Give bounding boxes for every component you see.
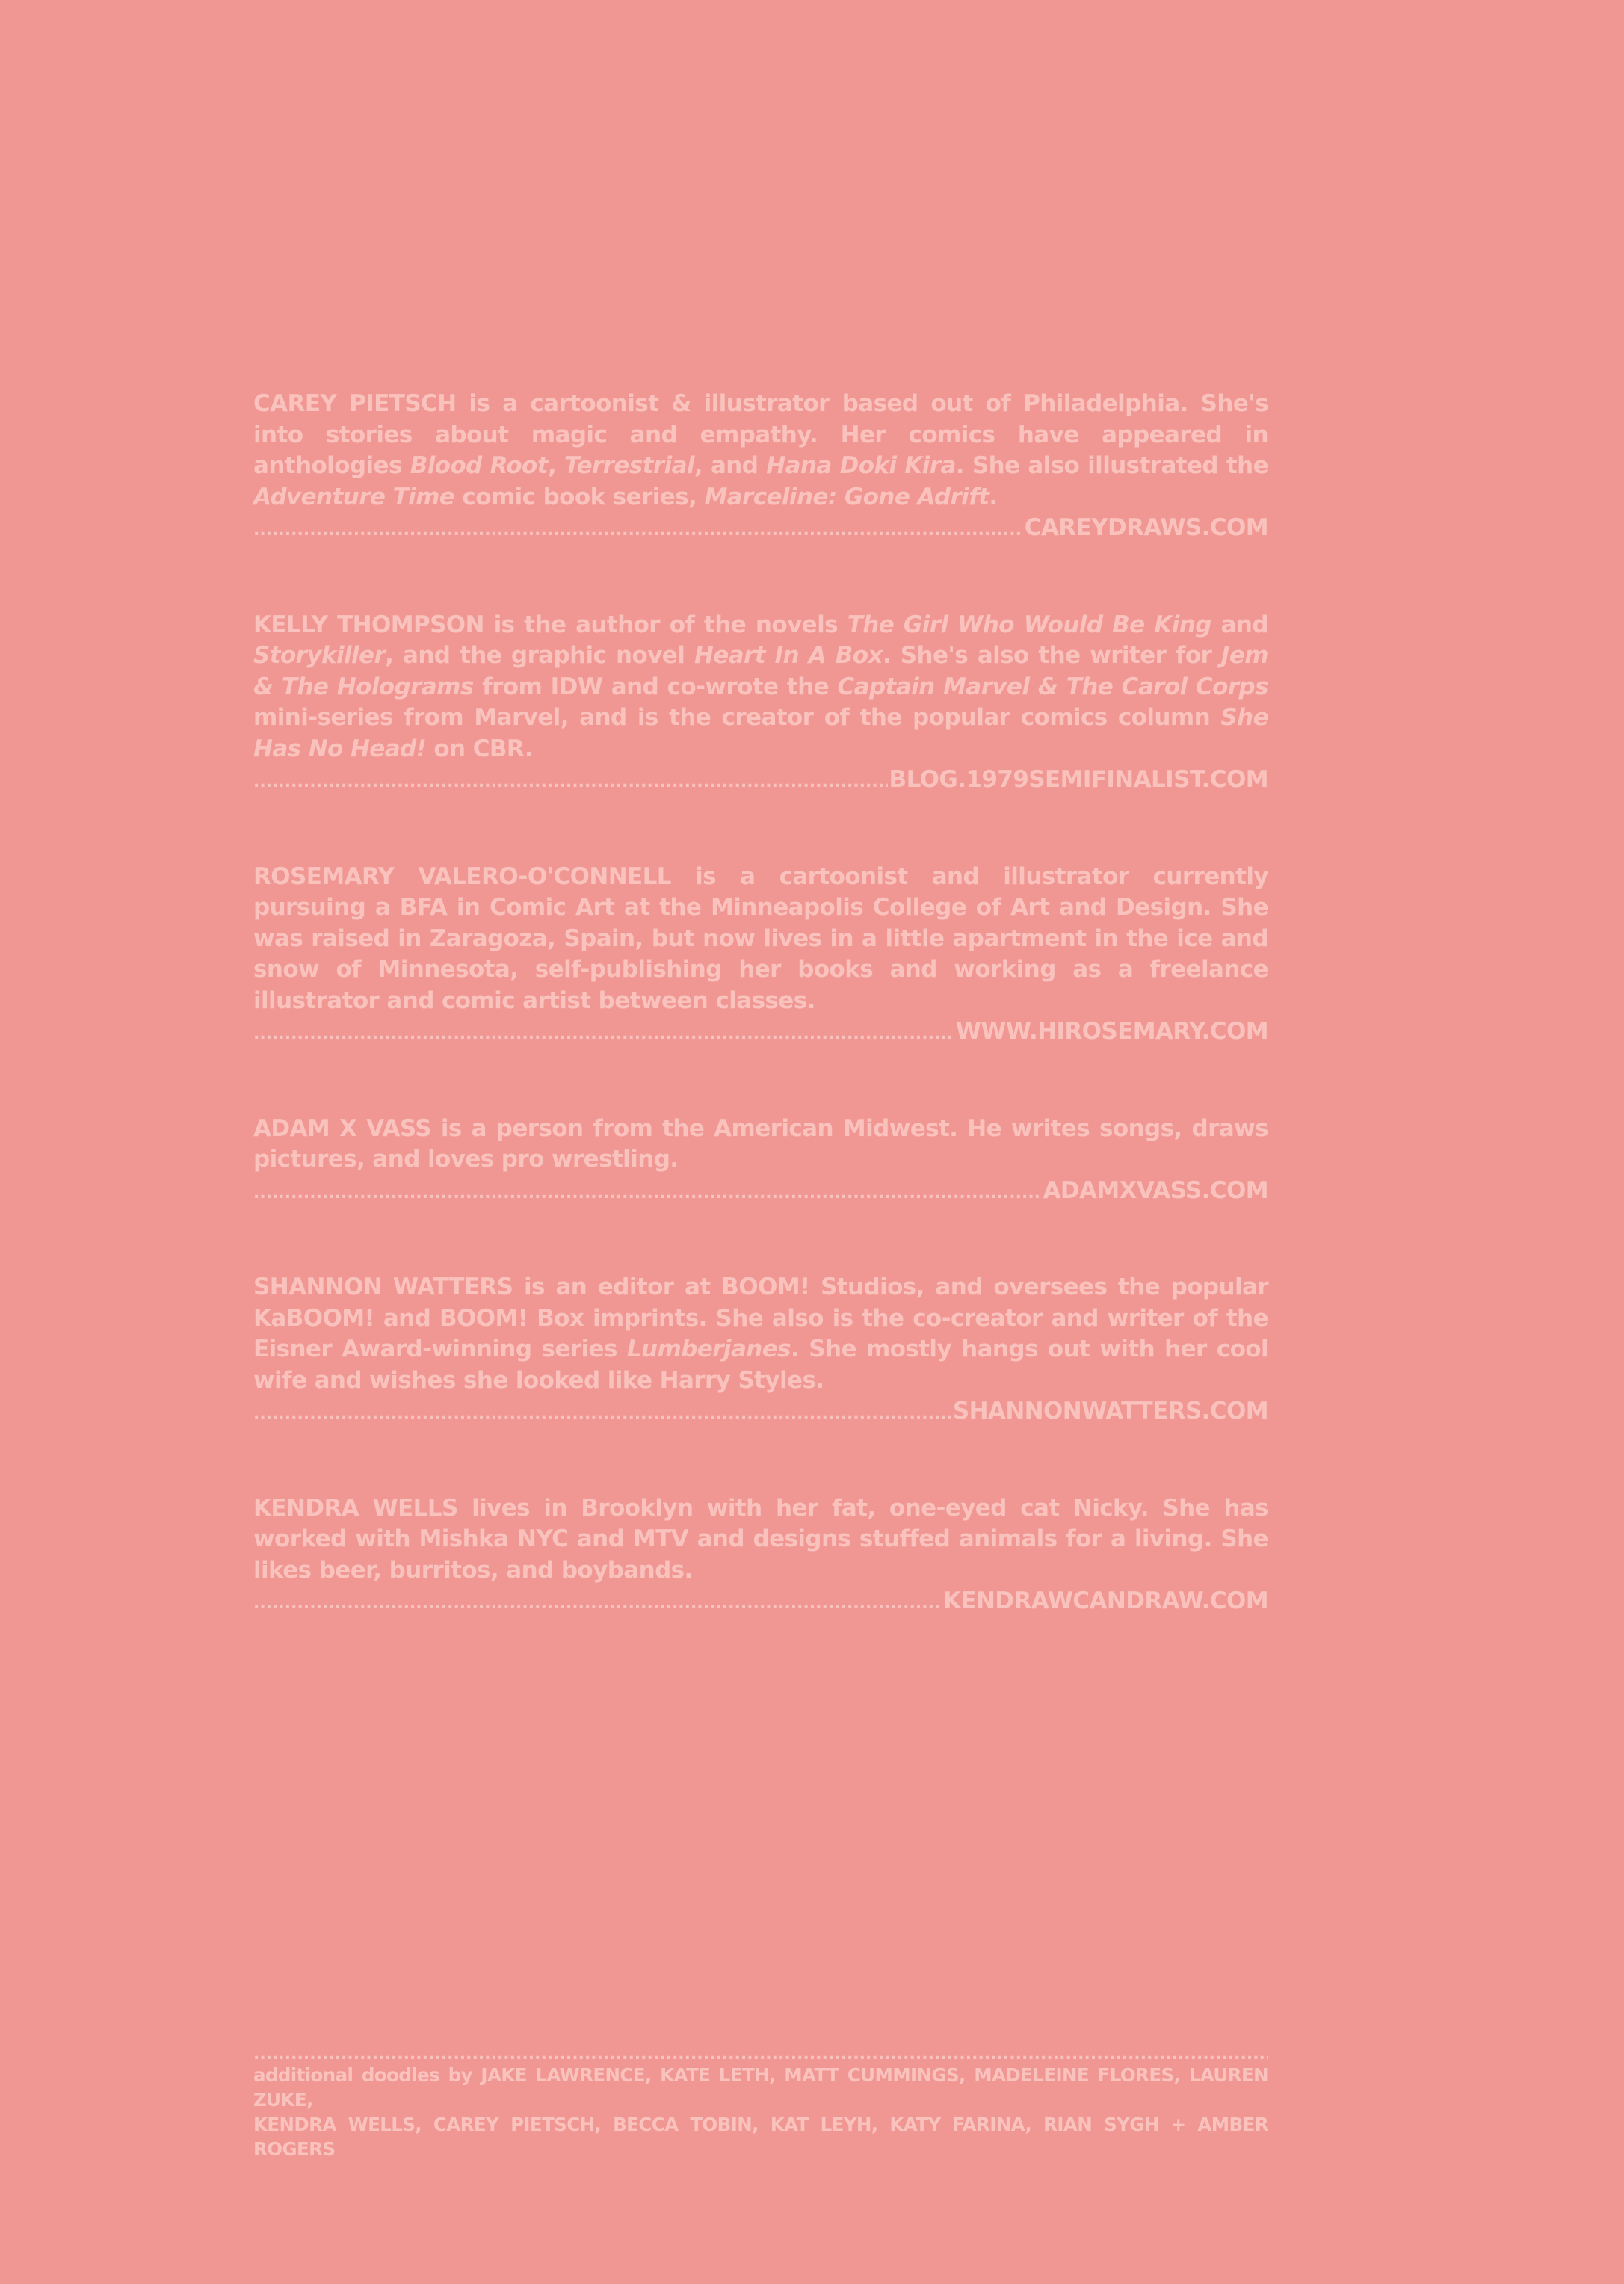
bio-text: CAREY PIETSCH is a cartoonist & illustrator based out of Philadelphia. She's into stories about magic and empathy. Her comics have appeared in anthologies Blood Root, Terrestrial, and Hana Doki Kira. She also illustrated the Adventure Time comic book series, Marceline: Gone Adrift. — [253, 390, 1268, 510]
dotted-leader — [253, 1588, 942, 1620]
bio-website — [253, 765, 1268, 798]
bio-text: KELLY THOMPSON is the author of the novels The Girl Who Would Be King and Storykiller, and the graphic novel Heart In A Box. She's also the writer for Jem & The Holograms from IDW and co-wrote the Captain Marvel & The Carol Corps mini-series from Marvel, and is the creator of the popular comics column She Has No Head! on CBR. — [253, 611, 1268, 762]
bio-website — [253, 1396, 1268, 1430]
bio-name: KENDRA WELLS — [253, 1494, 458, 1522]
website-url[interactable]: SHANNONWATTERS.COM — [952, 1398, 1268, 1425]
bio-text: KENDRA WELLS lives in Brooklyn with her fat, one-eyed cat Nicky. She has worked with Mishka NYC and MTV and designs stuffed animals for a living. She likes beer, burritos, and boybands. — [253, 1494, 1268, 1584]
dotted-rule — [253, 2049, 1268, 2061]
bio-name: ROSEMARY VALERO-O'CONNELL — [253, 862, 671, 890]
bio-shannon-watters — [253, 1272, 1268, 1430]
bio-list — [253, 389, 1268, 1683]
credits-line-2: KENDRA WELLS, CAREY PIETSCH, BECCA TOBIN, KAT LEYH, KATY FARINA, RIAN SYGH + AMBER ROGERS — [253, 2114, 1268, 2160]
credits-line-1: additional doodles by JAKE LAWRENCE, KATE LETH, MATT CUMMINGS, MADELEINE FLORES, LAUREN ZUKE, — [253, 2064, 1268, 2111]
website-url[interactable]: ADAMXVASS.COM — [1043, 1176, 1268, 1204]
dotted-leader — [253, 1178, 1041, 1209]
bio-text: ADAM X VASS is a person from the American Midwest. He writes songs, draws pictures, and loves pro wrestling. — [253, 1114, 1269, 1173]
bio-kendra-wells — [253, 1493, 1268, 1620]
bio-kelly-thompson — [253, 610, 1268, 798]
bio-website — [253, 1586, 1268, 1620]
bio-website — [253, 1016, 1268, 1050]
dotted-leader — [253, 515, 1023, 546]
bio-name: CAREY PIETSCH — [253, 390, 457, 417]
bio-website — [253, 1176, 1268, 1209]
website-url[interactable]: WWW.HIROSEMARY.COM — [955, 1018, 1268, 1045]
bio-name: SHANNON WATTERS — [253, 1274, 513, 1300]
bio-text: SHANNON WATTERS is an editor at BOOM! Studios, and oversees the popular KaBOOM! and BOOM! Box imprints. She also is the co-creator and writer of the Eisner Award-winning series Lumberjanes. She mostly hangs out with her cool wife and wishes she looked like Harry Styles. — [253, 1274, 1268, 1394]
website-url[interactable]: CAREYDRAWS.COM — [1024, 514, 1268, 541]
dotted-leader — [253, 1398, 951, 1430]
bio-name: ADAM X VASS — [253, 1114, 431, 1142]
additional-doodles-credits — [253, 2049, 1268, 2161]
bio-carey-pietsch — [253, 389, 1268, 546]
website-url[interactable]: BLOG.1979SEMIFINALIST.COM — [889, 766, 1268, 793]
dotted-leader — [253, 1019, 954, 1050]
bio-adam-x-vass — [253, 1114, 1268, 1209]
dotted-leader — [253, 767, 888, 798]
bio-website — [253, 513, 1268, 546]
bio-name: KELLY THOMPSON — [253, 611, 484, 638]
website-url[interactable]: KENDRAWCANDRAW.COM — [942, 1587, 1268, 1614]
bio-rosemary-valero-oconnell — [253, 862, 1268, 1050]
bio-text: ROSEMARY VALERO-O'CONNELL is a cartoonist and illustrator currently pursuing a BFA in Comic Art at the Minneapolis College of Art and Design. She was raised in Zaragoza, Spain, but now lives in a little apartment in the ice and snow of Minnesota, self-publishing her books and working as a freelance illustrator and comic artist between classes. — [253, 862, 1268, 1014]
credits-text — [253, 2063, 1268, 2161]
